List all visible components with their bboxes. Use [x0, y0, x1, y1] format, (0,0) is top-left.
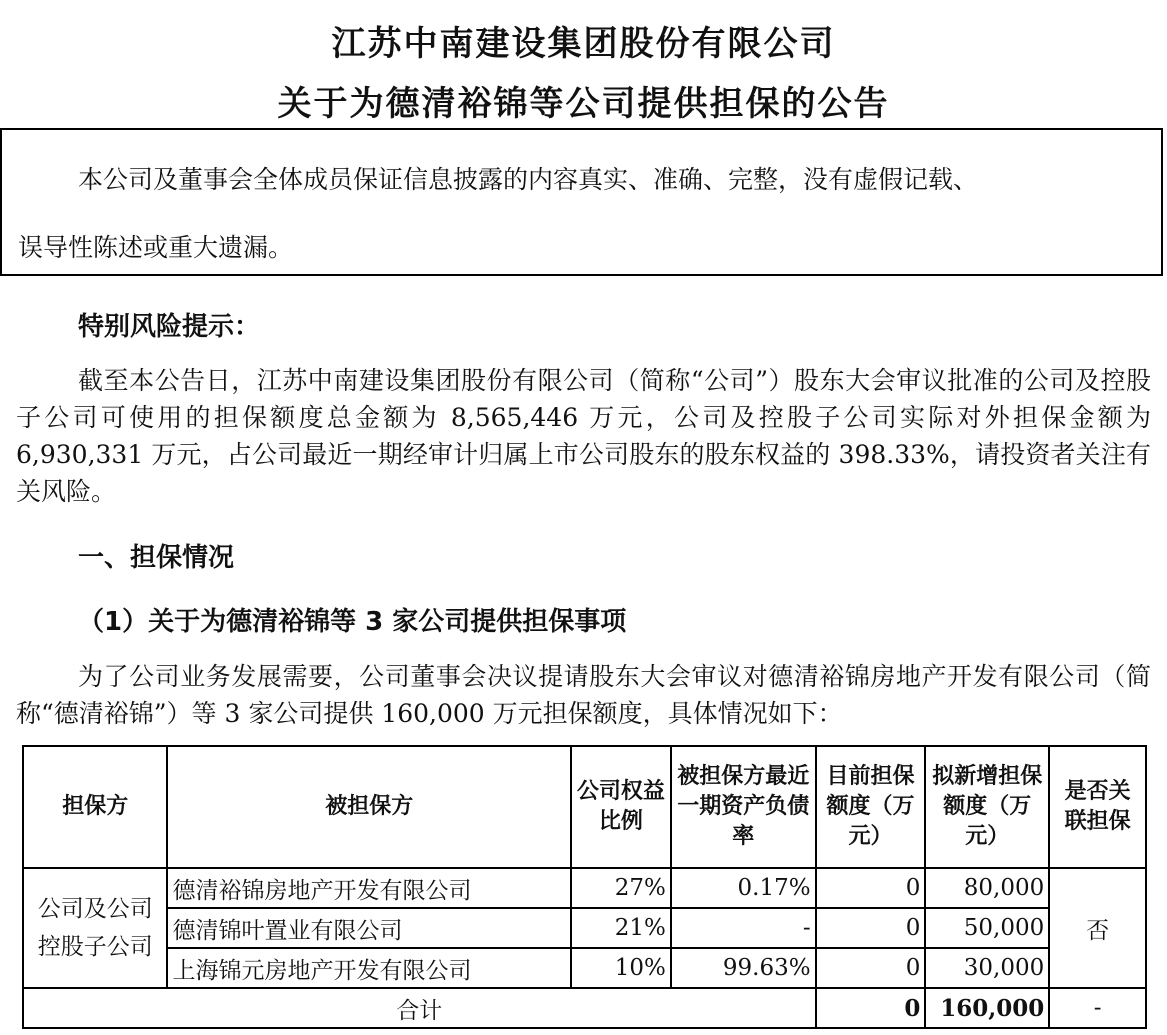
header-guarantor: 担保方	[23, 746, 167, 868]
board-notice-box	[0, 128, 1163, 276]
total-current: 0	[816, 988, 926, 1028]
table-row	[23, 948, 1146, 988]
guaranteed-name: 德清裕锦房地产开发有限公司	[167, 868, 571, 908]
guarantor-cell: 公司及公司控股子公司	[23, 868, 167, 988]
new-amount: 80,000	[925, 868, 1049, 908]
risk-paragraph: 截至本公告日，江苏中南建设集团股份有限公司（简称“公司”）股东大会审议批准的公司及控股子公司可使用的担保额度总金额为 8,565,446 万元，公司及控股子公司实际对外担保金额为 6,930,331 万元，占公司最近一期经审计归属上市公司股东的股东权益的 398.33%，请投资者关注有关风险。	[16, 366, 1151, 506]
guarantee-table	[22, 745, 1147, 1029]
table-header-row	[23, 746, 1146, 868]
header-guaranteed: 被担保方	[167, 746, 571, 868]
header-related: 是否关联担保	[1049, 746, 1146, 868]
debt-ratio: -	[671, 908, 816, 948]
header-debt-ratio: 被担保方最近一期资产负债率	[671, 746, 816, 868]
announcement-title: 关于为德清裕锦等公司提供担保的公告	[277, 84, 890, 124]
section1-paragraph: 为了公司业务发展需要，公司董事会决议提请股东大会审议对德清裕锦房地产开发有限公司（简称“德清裕锦”）等 3 家公司提供 160,000 万元担保额度，具体情况如下：	[16, 662, 1151, 728]
notice-line-2: 误导性陈述或重大遗漏。	[18, 233, 294, 262]
total-label: 合计	[23, 988, 816, 1028]
section1-subheading: （1）关于为德清裕锦等 3 家公司提供担保事项	[78, 607, 627, 637]
new-amount: 30,000	[925, 948, 1049, 988]
current-amount: 0	[816, 868, 926, 908]
total-related: -	[1049, 988, 1146, 1028]
risk-heading: 特别风险提示：	[78, 312, 261, 342]
equity-ratio: 21%	[571, 908, 671, 948]
table-row	[23, 908, 1146, 948]
guaranteed-name: 上海锦元房地产开发有限公司	[167, 948, 571, 988]
current-amount: 0	[816, 908, 926, 948]
company-title: 江苏中南建设集团股份有限公司	[331, 24, 836, 64]
debt-ratio: 99.63%	[671, 948, 816, 988]
header-equity: 公司权益比例	[571, 746, 671, 868]
related-cell: 否	[1049, 868, 1146, 988]
guaranteed-name: 德清锦叶置业有限公司	[167, 908, 571, 948]
equity-ratio: 10%	[571, 948, 671, 988]
new-amount: 50,000	[925, 908, 1049, 948]
total-new: 160,000	[925, 988, 1049, 1028]
header-current: 目前担保额度（万元）	[816, 746, 926, 868]
current-amount: 0	[816, 948, 926, 988]
notice-line-1: 本公司及董事会全体成员保证信息披露的内容真实、准确、完整，没有虚假记载、	[78, 165, 979, 194]
equity-ratio: 27%	[571, 868, 671, 908]
debt-ratio: 0.17%	[671, 868, 816, 908]
section1-heading: 一、担保情况	[78, 543, 235, 573]
table-row	[23, 868, 1146, 908]
total-row	[23, 988, 1146, 1028]
header-new: 拟新增担保额度（万元）	[925, 746, 1049, 868]
